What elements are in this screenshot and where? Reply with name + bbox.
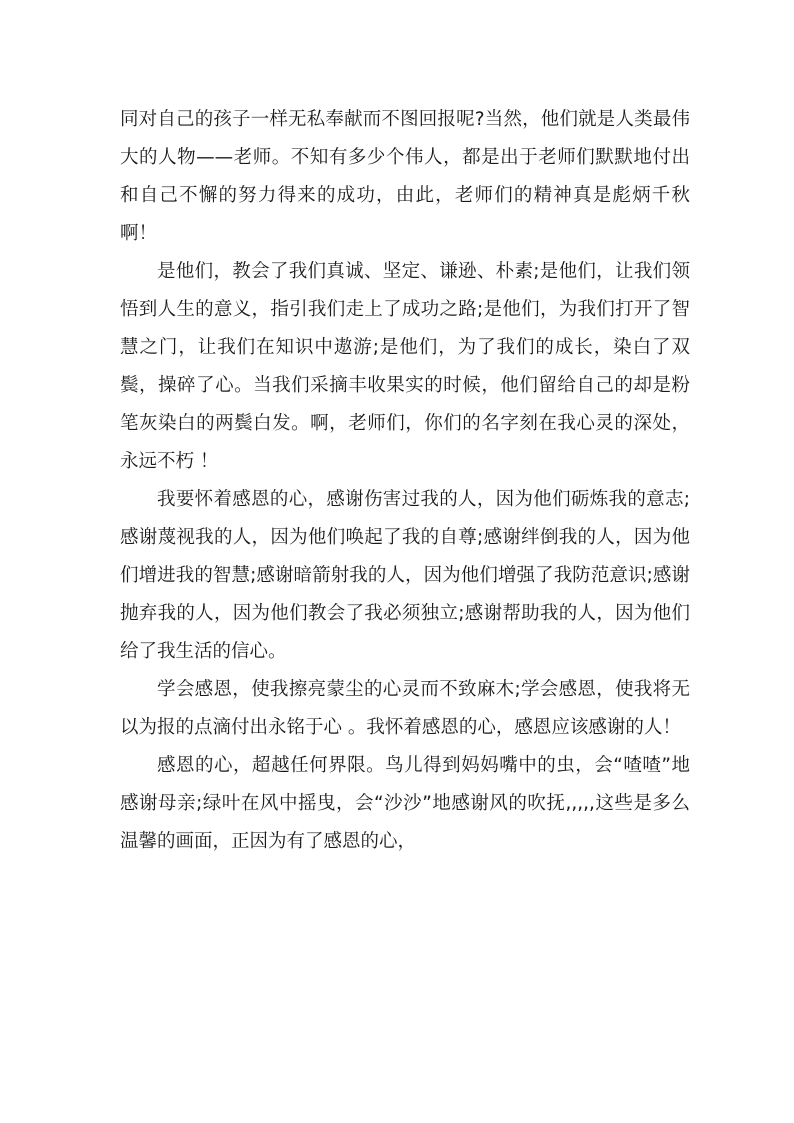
paragraph-5: 感恩的心，超越任何界限。鸟儿得到妈妈嘴中的虫，会“喳喳”地感谢母亲;绿叶在风中摇曳，会“沙沙”地感谢风的吹抚,,,,,这些是多么温馨的画面，正因为有了感恩的心，: [120, 755, 690, 852]
paragraph-2: 是他们，教会了我们真诚、坚定、谦逊、朴素;是他们，让我们领悟到人生的意义，指引我们走上了成功之路;是他们，为我们打开了智慧之门，让我们在知识中遨游;是他们，为了我们的成长，染白了双鬓，操碎了心。当我们采摘丰收果实的时候，他们留给自己的却是粉笔灰染白的两鬓白发。啊，老师们，你们的名字刻在我心灵的深处，永远不朽 ！: [120, 261, 690, 472]
paragraph-3: 我要怀着感恩的心，感谢伤害过我的人，因为他们砺炼我的意志;感谢蔑视我的人，因为他们唤起了我的自尊;感谢绊倒我的人，因为他们增进我的智慧;感谢暗箭射我的人，因为他们增强了我防范意识;感谢抛弃我的人，因为他们教会了我必须独立;感谢帮助我的人，因为他们给了我生活的信心。: [120, 489, 690, 662]
paragraph-1: 同对自己的孩子一样无私奉献而不图回报呢?当然，他们就是人类最伟大的人物——老师。不知有多少个伟人，都是出于老师们默默地付出和自己不懈的努力得来的成功，由此，老师们的精神真是彪炳千秋啊！: [120, 109, 690, 244]
paragraph-4: 学会感恩，使我擦亮蒙尘的心灵而不致麻木;学会感恩，使我将无以为报的点滴付出永铭于心 。我怀着感恩的心，感恩应该感谢的人！: [120, 679, 690, 738]
document-body: [120, 101, 690, 861]
